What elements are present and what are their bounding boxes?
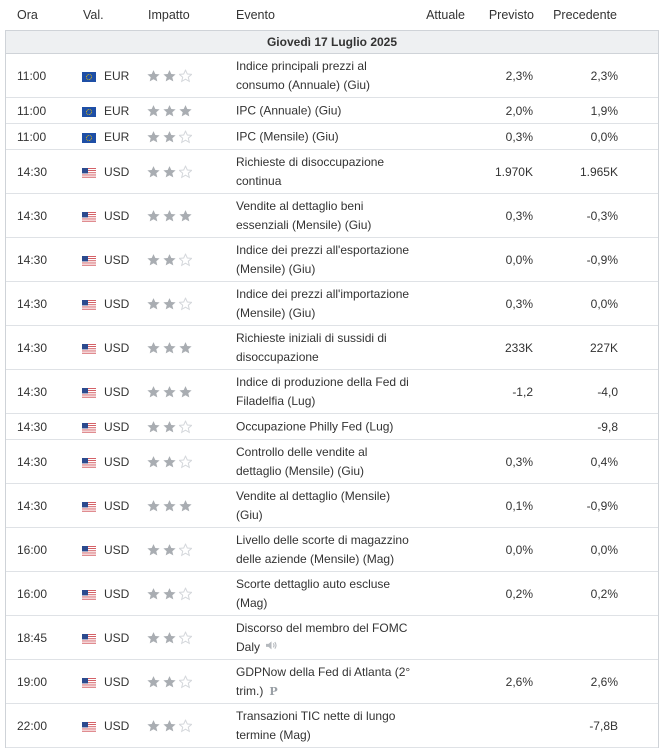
speaker-icon <box>265 638 278 657</box>
event-name-text: Scorte dettaglio auto escluse (Mag) <box>236 576 391 610</box>
header-event[interactable]: Evento <box>236 8 275 22</box>
impact-rating <box>147 130 192 143</box>
forecast-value: 2,0% <box>505 103 533 118</box>
star-filled-icon <box>179 341 192 354</box>
impact-rating <box>147 209 192 222</box>
star-filled-icon <box>163 69 176 82</box>
event-name[interactable] <box>236 531 416 569</box>
event-time: 14:30 <box>17 498 48 513</box>
event-name[interactable] <box>236 241 416 279</box>
header-previous[interactable]: Precedente <box>553 8 617 22</box>
table-row[interactable] <box>6 414 658 440</box>
star-filled-icon <box>163 499 176 512</box>
currency-code: USD <box>104 498 130 513</box>
currency-code: USD <box>104 208 130 223</box>
star-empty-icon <box>179 69 192 82</box>
star-filled-icon <box>147 104 160 117</box>
event-name[interactable] <box>236 487 416 525</box>
star-empty-icon <box>179 719 192 732</box>
forecast-value: 0,3% <box>505 296 533 311</box>
us-flag-icon <box>82 387 96 397</box>
star-filled-icon <box>147 385 160 398</box>
star-filled-icon <box>179 499 192 512</box>
currency-code: USD <box>104 674 130 689</box>
currency-code: USD <box>104 164 130 179</box>
event-name[interactable] <box>236 127 416 146</box>
impact-rating <box>147 631 192 644</box>
star-filled-icon <box>163 253 176 266</box>
event-name-text: IPC (Mensile) (Giu) <box>236 129 339 143</box>
event-time: 14:30 <box>17 164 48 179</box>
star-empty-icon <box>179 130 192 143</box>
star-filled-icon <box>147 209 160 222</box>
table-row[interactable] <box>6 528 658 572</box>
header-forecast[interactable]: Previsto <box>488 8 534 22</box>
event-name-text: Richieste di disoccupazione continua <box>236 154 385 188</box>
impact-rating <box>147 675 192 688</box>
event-name-text: Richieste iniziali di sussidi di disoccupazione <box>236 330 387 364</box>
currency-code: EUR <box>104 103 130 118</box>
star-empty-icon <box>179 631 192 644</box>
table-row[interactable] <box>6 704 658 748</box>
star-filled-icon <box>179 104 192 117</box>
star-filled-icon <box>163 341 176 354</box>
previous-value: -0,9% <box>586 498 618 513</box>
event-name-text: Indice di produzione della Fed di Filadelfia (Lug) <box>236 374 409 408</box>
star-filled-icon <box>163 455 176 468</box>
event-name-text: Vendite al dettaglio (Mensile) (Giu) <box>236 488 391 522</box>
event-name[interactable] <box>236 575 416 613</box>
event-name[interactable] <box>236 153 416 191</box>
table-row[interactable] <box>6 370 658 414</box>
currency-code: EUR <box>104 68 130 83</box>
impact-rating <box>147 543 192 556</box>
event-name-text: Livello delle scorte di magazzino delle aziende (Mensile) (Mag) <box>236 532 409 566</box>
event-name[interactable] <box>236 57 416 95</box>
event-time: 11:00 <box>17 129 47 144</box>
us-flag-icon <box>82 255 96 265</box>
star-empty-icon <box>179 420 192 433</box>
impact-rating <box>147 253 192 266</box>
currency-code: USD <box>104 630 130 645</box>
forecast-value: 233K <box>504 340 533 355</box>
us-flag-icon <box>82 457 96 467</box>
event-name-text: Indice principali prezzi al consumo (Annuale) (Giu) <box>236 58 371 92</box>
impact-rating <box>147 499 192 512</box>
star-empty-icon <box>179 297 192 310</box>
impact-rating <box>147 104 192 117</box>
star-filled-icon <box>147 543 160 556</box>
event-time: 11:00 <box>17 68 47 83</box>
currency-code: USD <box>104 454 130 469</box>
star-filled-icon <box>147 499 160 512</box>
event-name[interactable] <box>236 197 416 235</box>
us-flag-icon <box>82 299 96 309</box>
star-filled-icon <box>163 543 176 556</box>
star-filled-icon <box>147 675 160 688</box>
table-row[interactable] <box>6 194 658 238</box>
star-filled-icon <box>147 165 160 178</box>
table-row[interactable] <box>6 326 658 370</box>
previous-value: 0,0% <box>590 129 618 144</box>
star-filled-icon <box>163 297 176 310</box>
currency-code: USD <box>104 542 130 557</box>
event-time: 14:30 <box>17 384 48 399</box>
star-filled-icon <box>147 130 160 143</box>
eu-flag-icon <box>82 132 96 142</box>
table-row[interactable] <box>6 440 658 484</box>
us-flag-icon <box>82 501 96 511</box>
table-row[interactable] <box>6 660 658 704</box>
us-flag-icon <box>82 633 96 643</box>
impact-rating <box>147 385 192 398</box>
event-time: 14:30 <box>17 208 48 223</box>
star-filled-icon <box>163 104 176 117</box>
forecast-value: 0,2% <box>505 586 533 601</box>
star-empty-icon <box>179 587 192 600</box>
table-row[interactable] <box>6 124 658 150</box>
star-empty-icon <box>179 165 192 178</box>
star-filled-icon <box>147 719 160 732</box>
eu-flag-icon <box>82 106 96 116</box>
event-time: 14:30 <box>17 296 48 311</box>
star-filled-icon <box>163 420 176 433</box>
table-row[interactable] <box>6 616 658 660</box>
event-name[interactable] <box>236 707 416 745</box>
event-name-text: Indice dei prezzi all'esportazione (Mensile) (Giu) <box>236 242 410 276</box>
currency-code: EUR <box>104 129 130 144</box>
star-filled-icon <box>163 385 176 398</box>
star-filled-icon <box>147 69 160 82</box>
event-name[interactable] <box>236 101 416 120</box>
event-name-text: GDPNow della Fed di Atlanta (2° trim.) <box>236 664 411 698</box>
table-row[interactable] <box>6 54 658 98</box>
impact-rating <box>147 587 192 600</box>
header-actual[interactable]: Attuale <box>426 8 465 22</box>
table-row[interactable] <box>6 98 658 124</box>
currency-code: USD <box>104 296 130 311</box>
star-empty-icon <box>179 455 192 468</box>
us-flag-icon <box>82 422 96 432</box>
star-filled-icon <box>179 209 192 222</box>
previous-value: 227K <box>589 340 618 355</box>
previous-value: 2,3% <box>590 68 618 83</box>
table-row[interactable] <box>6 572 658 616</box>
event-name[interactable] <box>236 663 416 701</box>
star-filled-icon <box>147 253 160 266</box>
star-empty-icon <box>179 253 192 266</box>
event-name[interactable] <box>236 443 416 481</box>
us-flag-icon <box>82 721 96 731</box>
forecast-value: 0,1% <box>505 498 533 513</box>
eu-flag-icon <box>82 71 96 81</box>
event-time: 16:00 <box>17 586 48 601</box>
star-filled-icon <box>163 675 176 688</box>
us-flag-icon <box>82 343 96 353</box>
date-row: Giovedì 17 Luglio 2025 <box>6 31 658 54</box>
header-time[interactable]: Ora <box>17 8 38 22</box>
us-flag-icon <box>82 677 96 687</box>
star-empty-icon <box>179 675 192 688</box>
us-flag-icon <box>82 167 96 177</box>
forecast-value: 0,0% <box>505 252 533 267</box>
event-time: 14:30 <box>17 419 48 434</box>
impact-rating <box>147 719 192 732</box>
event-name[interactable] <box>236 285 416 323</box>
star-filled-icon <box>179 385 192 398</box>
event-name-text: Vendite al dettaglio beni essenziali (Mensile) (Giu) <box>236 198 372 232</box>
star-empty-icon <box>179 543 192 556</box>
impact-rating <box>147 69 192 82</box>
event-name-text: Indice dei prezzi all'importazione (Mensile) (Giu) <box>236 286 410 320</box>
previous-value: 1,9% <box>590 103 618 118</box>
star-filled-icon <box>163 209 176 222</box>
forecast-value: 0,0% <box>505 542 533 557</box>
table-row[interactable] <box>6 238 658 282</box>
event-rows <box>6 54 658 748</box>
event-time: 14:30 <box>17 252 48 267</box>
impact-rating <box>147 297 192 310</box>
event-name[interactable] <box>236 329 416 367</box>
table-row[interactable] <box>6 484 658 528</box>
table-header <box>0 0 664 30</box>
star-filled-icon <box>163 165 176 178</box>
star-filled-icon <box>147 631 160 644</box>
currency-code: USD <box>104 252 130 267</box>
us-flag-icon <box>82 589 96 599</box>
previous-value: -7,8B <box>589 718 618 733</box>
star-filled-icon <box>147 587 160 600</box>
previous-value: 0,4% <box>590 454 618 469</box>
event-time: 16:00 <box>17 542 48 557</box>
event-name[interactable] <box>236 417 416 436</box>
currency-code: USD <box>104 718 130 733</box>
header-currency[interactable]: Val. <box>83 8 104 22</box>
currency-code: USD <box>104 340 130 355</box>
table-row[interactable] <box>6 150 658 194</box>
star-filled-icon <box>163 719 176 732</box>
preliminary-icon: P <box>269 684 278 698</box>
us-flag-icon <box>82 545 96 555</box>
event-time: 11:00 <box>17 103 47 118</box>
forecast-value: 0,3% <box>505 454 533 469</box>
forecast-value: 2,3% <box>505 68 533 83</box>
event-time: 18:45 <box>17 630 48 645</box>
previous-value: -4,0 <box>597 384 618 399</box>
previous-value: 0,0% <box>590 296 618 311</box>
calendar-table <box>5 30 659 748</box>
header-impact[interactable]: Impatto <box>148 8 190 22</box>
event-time: 19:00 <box>17 674 48 689</box>
forecast-value: 0,3% <box>505 208 533 223</box>
event-name-text: Transazioni TIC nette di lungo termine (Mag) <box>236 708 396 742</box>
previous-value: -0,9% <box>586 252 618 267</box>
forecast-value: 0,3% <box>505 129 533 144</box>
event-time: 14:30 <box>17 454 48 469</box>
impact-rating <box>147 165 192 178</box>
previous-value: 2,6% <box>590 674 618 689</box>
event-time: 22:00 <box>17 718 48 733</box>
event-name-text: Discorso del membro del FOMC Daly <box>236 620 408 654</box>
event-name-text: Controllo delle vendite al dettaglio (Mensile) (Giu) <box>236 444 368 478</box>
event-name[interactable] <box>236 618 416 656</box>
star-filled-icon <box>147 297 160 310</box>
star-filled-icon <box>163 587 176 600</box>
event-name-text: IPC (Annuale) (Giu) <box>236 103 342 117</box>
previous-value: 1.965K <box>579 164 618 179</box>
star-filled-icon <box>147 420 160 433</box>
forecast-value: 2,6% <box>505 674 533 689</box>
impact-rating <box>147 341 192 354</box>
star-filled-icon <box>147 455 160 468</box>
currency-code: USD <box>104 384 130 399</box>
event-name-text: Occupazione Philly Fed (Lug) <box>236 419 394 433</box>
table-row[interactable] <box>6 282 658 326</box>
currency-code: USD <box>104 419 130 434</box>
impact-rating <box>147 455 192 468</box>
previous-value: 0,0% <box>590 542 618 557</box>
star-filled-icon <box>147 341 160 354</box>
previous-value: 0,2% <box>590 586 618 601</box>
forecast-value: -1,2 <box>512 384 533 399</box>
currency-code: USD <box>104 586 130 601</box>
event-name[interactable] <box>236 373 416 411</box>
forecast-value: 1.970K <box>494 164 533 179</box>
previous-value: -0,3% <box>586 208 618 223</box>
previous-value: -9,8 <box>597 419 618 434</box>
event-time: 14:30 <box>17 340 48 355</box>
star-filled-icon <box>163 130 176 143</box>
us-flag-icon <box>82 211 96 221</box>
star-filled-icon <box>163 631 176 644</box>
impact-rating <box>147 420 192 433</box>
